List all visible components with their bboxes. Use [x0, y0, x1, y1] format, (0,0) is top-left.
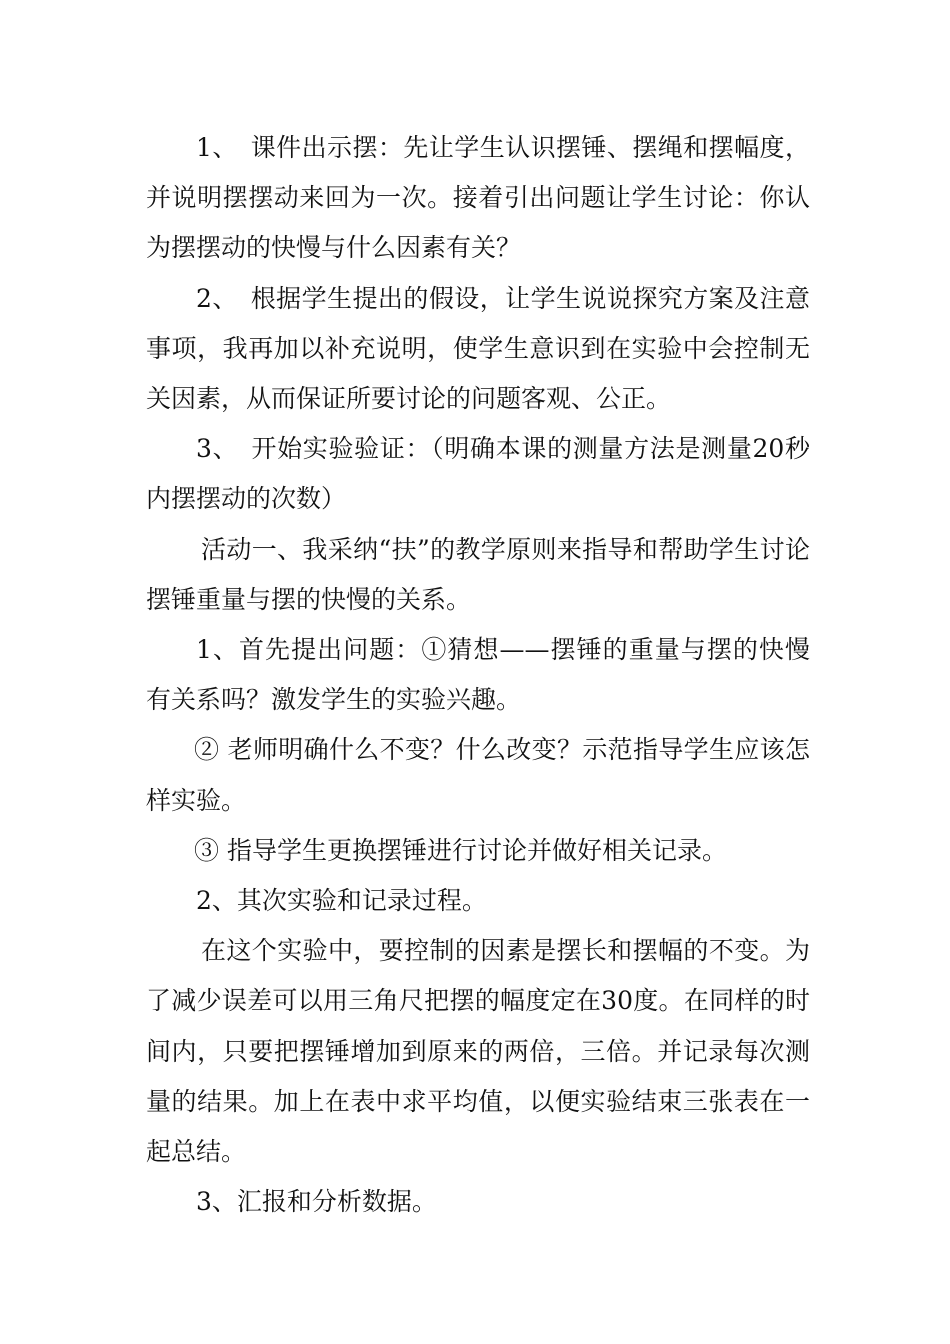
paragraph-activity-step-2: 2、其次实验和记录过程。 [196, 886, 487, 916]
paragraph-substep-3: ③ 指导学生更换摆锤进行讨论并做好相关记录。 [194, 835, 727, 865]
paragraph-step-2-hypothesis: 2、 根据学生提出的假设，让学生说说探究方案及注意事项，我再加以补充说明，使学生意识到在实验中会控制无关因素，从而保证所要讨论的问题客观、公正。 [146, 283, 810, 414]
paragraph-activity-step-1: 1、首先提出问题：①猜想——摆锤的重量与摆的快慢有关系吗？激发学生的实验兴趣。 [146, 635, 810, 715]
document-body [146, 123, 810, 1227]
paragraph-activity-one: 活动一、我采纳“扶”的教学原则来指导和帮助学生讨论摆锤重量与摆的快慢的关系。 [146, 534, 810, 614]
paragraph-experiment-detail: 在这个实验中，要控制的因素是摆长和摆幅的不变。为了减少误差可以用三角尺把摆的幅度定在30度。在同样的时间内，只要把摆锤增加到原来的两倍，三倍。并记录每次测量的结果。加上在表中求平均值，以便实验结束三张表在一起总结。 [146, 936, 810, 1167]
paragraph-substep-2: ② 老师明确什么不变？什么改变？示范指导学生应该怎样实验。 [146, 735, 810, 815]
paragraph-step-3-experiment: 3、 开始实验验证：（明确本课的测量方法是测量20秒内摆摆动的次数） [146, 434, 810, 514]
paragraph-step-1-courseware: 1、 课件出示摆：先让学生认识摆锤、摆绳和摆幅度，并说明摆摆动来回为一次。接着引出问题让学生讨论：你认为摆摆动的快慢与什么因素有关？ [146, 133, 810, 263]
paragraph-activity-step-3: 3、汇报和分析数据。 [196, 1187, 437, 1217]
